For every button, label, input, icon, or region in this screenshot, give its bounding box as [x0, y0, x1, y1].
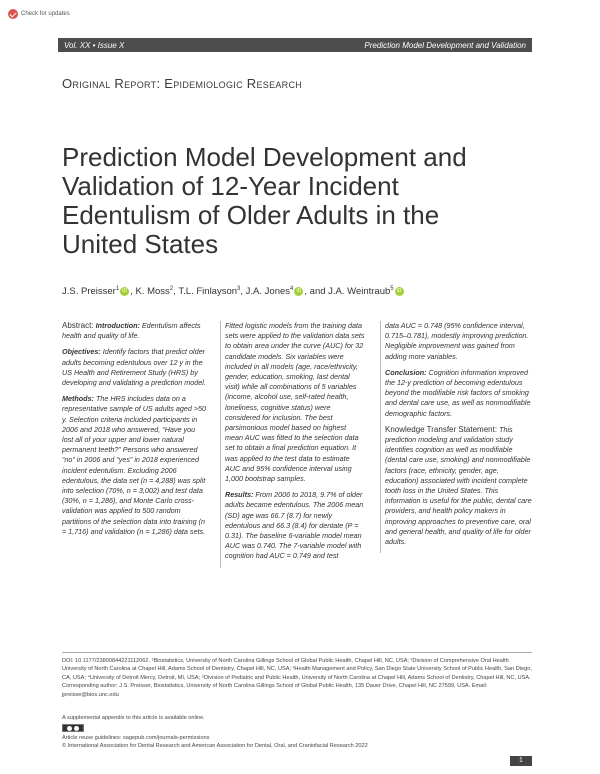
- publication-info: [62, 734, 532, 751]
- abstract-methods: Methods: The HRS includes data on a representative sample of US adults aged >50 y. Selection criteria included participants in 2006 and 2018 who answered, “Have you lost all of your upper and lower natural permanent teeth?” Persons who answered “no” in 2006 and “yes” in 2018 experienced incident edentulism. Excluding 2006 edentulous, the data set (n = 4,288) was split into selection (70%, n = 3,002) and test data (30%, n = 1,286), and Monte Carlo cross-validation was applied to 500 random partitions of the selection data into training (n = 1,716) and validation (n = 1,286) data sets.: [62, 394, 207, 536]
- copyright-line: © International Association for Dental Research and American Association for Dental, Oral, and Craniofacial Research 2022: [62, 743, 368, 750]
- creative-commons-icon[interactable]: [62, 724, 84, 732]
- abstract-objectives: Objectives: Identify factors that predict older adults becoming edentulous over 12 y in the US Health and Retirement Study (HRS) by developing and validating a prediction model.: [62, 347, 206, 388]
- page-number: 1: [510, 756, 532, 766]
- abstract-column-3: [380, 321, 532, 553]
- reuse-guidelines-link[interactable]: Article reuse guidelines: sagepub.com/journals-permissions: [62, 735, 210, 741]
- check-icon: [8, 9, 18, 19]
- check-for-updates-label: Check for updates: [21, 11, 70, 17]
- issue-label: Vol. XX • Issue X: [64, 40, 125, 50]
- orcid-icon[interactable]: iD: [120, 287, 129, 296]
- abstract-results: Results: From 2006 to 2018, 9.7% of older adults became edentulous. The 2006 mean (SD) age was 66.7 (8.7) for newly edentulous and 66.3 (8.4) for dentate (P = 0.31). The baseline 6-variable model mean AUC was 0.740. The 7-variable model with cognition had AUC = 0.749 and test: [225, 490, 364, 561]
- abstract-column-2: [220, 321, 366, 568]
- orcid-icon[interactable]: iD: [294, 287, 303, 296]
- running-title: Prediction Model Development and Validation: [364, 40, 526, 50]
- abstract-conclusion: Conclusion: Cognition information improved the 12-y prediction of becoming edentulous beyond the modifiable risk factors of smoking and dental care use, as well as nonmodifiable demographic factors.: [385, 367, 531, 418]
- author-2[interactable]: K. Moss$^2$: [135, 286, 174, 298]
- author-4[interactable]: J.A. Jones$^4$: [245, 286, 294, 298]
- abstract-methods-continued: Fitted logistic models from the training data sets were applied to the validation data sets to obtain area under the curve (AUC) for 32 candidate models. Six variables were included in all models (age, race/ethnicity, gender, education, smoking, last dental visit) while all combinations of 5 variables (income, alcohol use, self-rated health, loneliness, cognitive status) were considered for inclusion. The best parsimonious model based on highest mean AUC was fitted to the selection data set to obtain a final prediction equation. It was applied to the test data to estimate AUC and 95% confidence interval using 1,000 bootstrap samples.: [225, 321, 365, 484]
- author-1[interactable]: J.S. Preisser$^1$: [62, 286, 120, 298]
- knowledge-transfer-statement: Knowledge Transfer Statement: This prediction modeling and validation study identifies cognition as well as modifiable (dental care use, smoking) and nonmodifiable factors (race, ethnicity, gender, age, education) associated with incident complete tooth loss in the United States. This information is useful for the public, dental care providers, and health policy makers in improving approaches to preventive care, oral and general health, and quality of life for older adults.: [385, 424, 532, 547]
- article-title: Prediction Model Development and Validation of 12-Year Incident Edentulism of Older Adults in the United States: [62, 142, 467, 259]
- author-list: J.S. Preisser$^1$ iD , K. Moss$^2$ , T.L. Finlayson$^3$ , J.A. Jones$^4$ iD , and J.A. Weintraub$^5$ iD: [62, 286, 532, 297]
- affiliations-footnote: DOI: 10.1177/23800844221112062. ¹Biostatistics, University of North Carolina Gillings School of Global Public Health, Chapel Hill, NC, USA; ²Division of Comprehensive Oral Health University of North Carolina at Chapel Hill, Adams School of Dentistry, Chapel Hill, NC, USA; ³Health Management and Policy, San Diego State University School of Public Health, San Diego, CA, USA; ⁴University of Detroit Mercy, Detroit, MI, USA; ⁵Division of Pediatric and Public Health, University of North Carolina at Chapel Hill, Adams School of Dentistry, Chapel Hill, NC, USA. Corresponding author: J.S. Preisser, Biostatistics, University of North Carolina Gillings School of Global Public Health, 135 Dauer Drive, Chapel Hill, NC 27599, USA. Email: jpreisse@bios.unc.edu: [62, 652, 532, 699]
- orcid-icon[interactable]: iD: [395, 287, 404, 296]
- author-5[interactable]: and J.A. Weintraub$^5$: [309, 286, 394, 298]
- abstract-introduction: Abstract: Introduction: Edentulism affects health and quality of life.: [62, 321, 201, 341]
- section-label: Original Report: Epidemiologic Research: [62, 76, 303, 91]
- check-for-updates-badge[interactable]: [8, 7, 70, 21]
- abstract-results-continued: data AUC = 0.748 (95% confidence interval, 0.715–0.781), modestly improving prediction. Negligible improvement was gained from adding more variables.: [385, 321, 529, 361]
- abstract-column-1: [62, 321, 207, 543]
- running-header: [58, 38, 532, 52]
- author-3[interactable]: T.L. Finlayson$^3$: [178, 286, 241, 298]
- supplement-note: A supplemental appendix to this article is available online.: [62, 715, 205, 721]
